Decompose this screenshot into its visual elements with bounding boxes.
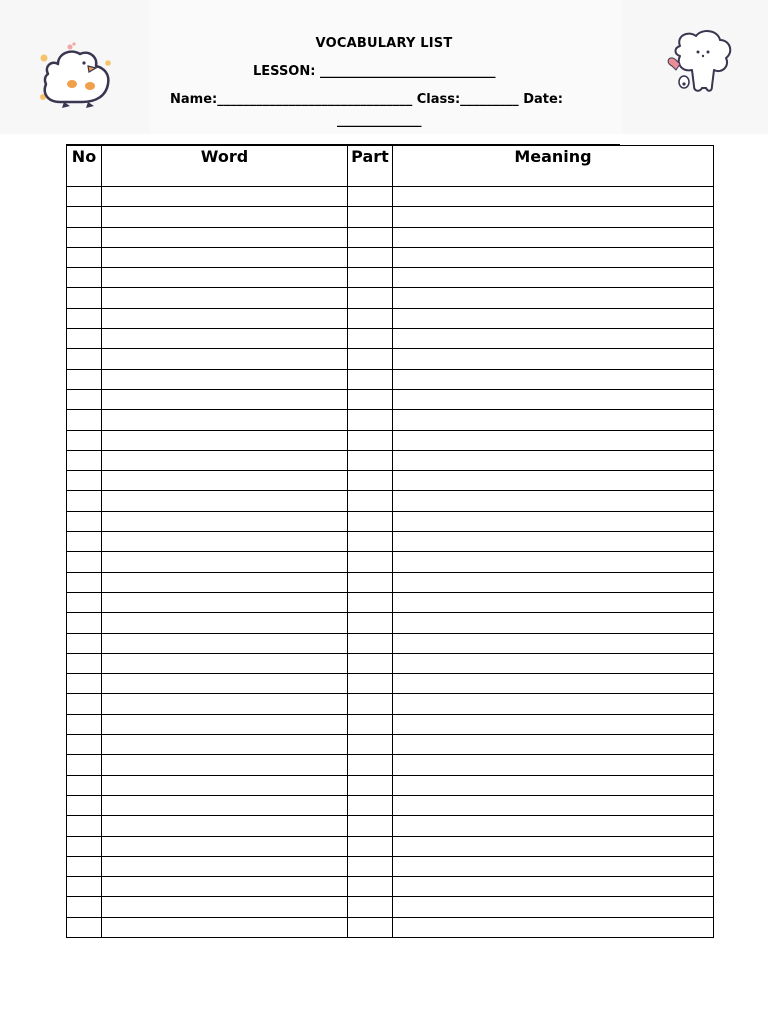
cell-meaning[interactable] — [393, 674, 714, 694]
cell-part[interactable] — [348, 694, 393, 714]
cell-part[interactable] — [348, 532, 393, 552]
cell-word[interactable] — [102, 207, 348, 227]
cell-part[interactable] — [348, 755, 393, 775]
cell-part[interactable] — [348, 247, 393, 267]
cell-part[interactable] — [348, 369, 393, 389]
cell-no[interactable] — [67, 735, 102, 755]
table-row — [67, 329, 714, 349]
cell-word[interactable] — [102, 674, 348, 694]
cell-part[interactable] — [348, 471, 393, 491]
cell-word[interactable] — [102, 592, 348, 612]
cell-no[interactable] — [67, 349, 102, 369]
cell-meaning[interactable] — [393, 877, 714, 897]
cell-no[interactable] — [67, 755, 102, 775]
table-row — [67, 410, 714, 430]
cell-no[interactable] — [67, 674, 102, 694]
table-row — [67, 877, 714, 897]
table-row — [67, 349, 714, 369]
table-row — [67, 755, 714, 775]
duck-sticker-icon — [0, 0, 150, 134]
cell-word[interactable] — [102, 816, 348, 836]
table-row — [67, 532, 714, 552]
table-row — [67, 836, 714, 856]
cell-meaning[interactable] — [393, 836, 714, 856]
cell-no[interactable] — [67, 714, 102, 734]
cell-no[interactable] — [67, 897, 102, 917]
cell-part[interactable] — [348, 592, 393, 612]
cell-meaning[interactable] — [393, 369, 714, 389]
cell-word[interactable] — [102, 471, 348, 491]
cell-meaning[interactable] — [393, 207, 714, 227]
cell-word[interactable] — [102, 633, 348, 653]
table-row — [67, 633, 714, 653]
table-row — [67, 207, 714, 227]
cell-word[interactable] — [102, 775, 348, 795]
cell-meaning[interactable] — [393, 633, 714, 653]
table-row — [67, 816, 714, 836]
table-row — [67, 491, 714, 511]
cell-meaning[interactable] — [393, 329, 714, 349]
cell-meaning[interactable] — [393, 288, 714, 308]
table-row — [67, 288, 714, 308]
cell-word[interactable] — [102, 450, 348, 470]
cell-no[interactable] — [67, 268, 102, 288]
cell-no[interactable] — [67, 694, 102, 714]
cell-part[interactable] — [348, 735, 393, 755]
cell-word[interactable] — [102, 532, 348, 552]
table-row — [67, 430, 714, 450]
cell-meaning[interactable] — [393, 552, 714, 572]
duck-sticker — [0, 0, 150, 134]
name-class-date-field[interactable]: Name:______________________________ Class:_________ Date: — [170, 92, 564, 107]
cell-meaning[interactable] — [393, 613, 714, 633]
cell-no[interactable] — [67, 491, 102, 511]
worksheet-title: VOCABULARY LIST — [315, 36, 453, 51]
table-row — [67, 227, 714, 247]
cell-meaning[interactable] — [393, 389, 714, 409]
cell-word[interactable] — [102, 308, 348, 328]
cell-meaning[interactable] — [393, 592, 714, 612]
cell-meaning[interactable] — [393, 511, 714, 531]
cell-no[interactable] — [67, 917, 102, 937]
cell-no[interactable] — [67, 856, 102, 876]
table-row — [67, 450, 714, 470]
cell-meaning[interactable] — [393, 532, 714, 552]
table-row — [67, 856, 714, 876]
table-row — [67, 552, 714, 572]
cell-part[interactable] — [348, 329, 393, 349]
cell-part[interactable] — [348, 389, 393, 409]
cell-word[interactable] — [102, 491, 348, 511]
table-row — [67, 694, 714, 714]
cell-meaning[interactable] — [393, 917, 714, 937]
cell-word[interactable] — [102, 410, 348, 430]
cell-part[interactable] — [348, 187, 393, 207]
table-row — [67, 572, 714, 592]
cell-meaning[interactable] — [393, 714, 714, 734]
cell-word[interactable] — [102, 288, 348, 308]
cell-word[interactable] — [102, 897, 348, 917]
puppy-sticker — [622, 0, 768, 134]
cell-meaning[interactable] — [393, 430, 714, 450]
cell-no[interactable] — [67, 288, 102, 308]
cell-no[interactable] — [67, 592, 102, 612]
cell-no[interactable] — [67, 532, 102, 552]
cell-meaning[interactable] — [393, 247, 714, 267]
cell-no[interactable] — [67, 187, 102, 207]
cell-no[interactable] — [67, 389, 102, 409]
cell-word[interactable] — [102, 694, 348, 714]
cell-no[interactable] — [67, 430, 102, 450]
cell-no[interactable] — [67, 308, 102, 328]
cell-part[interactable] — [348, 714, 393, 734]
cell-part[interactable] — [348, 917, 393, 937]
table-row — [67, 592, 714, 612]
cell-part[interactable] — [348, 207, 393, 227]
cell-part[interactable] — [348, 897, 393, 917]
cell-word[interactable] — [102, 735, 348, 755]
cell-part[interactable] — [348, 410, 393, 430]
date-field-blank[interactable]: _____________ — [337, 113, 422, 128]
cell-part[interactable] — [348, 816, 393, 836]
table-header-row — [67, 146, 714, 187]
cell-word[interactable] — [102, 349, 348, 369]
table-row — [67, 653, 714, 673]
cell-word[interactable] — [102, 613, 348, 633]
table-row — [67, 795, 714, 815]
cell-meaning[interactable] — [393, 816, 714, 836]
cell-no[interactable] — [67, 633, 102, 653]
cell-no[interactable] — [67, 511, 102, 531]
cell-part[interactable] — [348, 511, 393, 531]
cell-part[interactable] — [348, 775, 393, 795]
table-row — [67, 268, 714, 288]
cell-meaning[interactable] — [393, 471, 714, 491]
puppy-sticker-icon — [622, 0, 768, 134]
cell-no[interactable] — [67, 369, 102, 389]
cell-meaning[interactable] — [393, 308, 714, 328]
cell-meaning[interactable] — [393, 694, 714, 714]
cell-part[interactable] — [348, 856, 393, 876]
cell-part[interactable] — [348, 491, 393, 511]
cell-no[interactable] — [67, 836, 102, 856]
table-row — [67, 511, 714, 531]
cell-part[interactable] — [348, 450, 393, 470]
cell-word[interactable] — [102, 653, 348, 673]
cell-meaning[interactable] — [393, 897, 714, 917]
cell-no[interactable] — [67, 207, 102, 227]
cell-word[interactable] — [102, 369, 348, 389]
cell-part[interactable] — [348, 227, 393, 247]
column-header-word: Word — [102, 146, 348, 187]
cell-meaning[interactable] — [393, 653, 714, 673]
table-row — [67, 247, 714, 267]
cell-meaning[interactable] — [393, 755, 714, 775]
cell-word[interactable] — [102, 552, 348, 572]
cell-no[interactable] — [67, 410, 102, 430]
cell-part[interactable] — [348, 613, 393, 633]
cell-meaning[interactable] — [393, 187, 714, 207]
table-row — [67, 369, 714, 389]
cell-word[interactable] — [102, 329, 348, 349]
cell-part[interactable] — [348, 308, 393, 328]
cell-meaning[interactable] — [393, 410, 714, 430]
cell-word[interactable] — [102, 430, 348, 450]
cell-no[interactable] — [67, 227, 102, 247]
cell-part[interactable] — [348, 552, 393, 572]
cell-part[interactable] — [348, 268, 393, 288]
cell-meaning[interactable] — [393, 450, 714, 470]
cell-part[interactable] — [348, 795, 393, 815]
table-row — [67, 735, 714, 755]
vocabulary-table-body — [67, 187, 714, 938]
cell-word[interactable] — [102, 714, 348, 734]
cell-word[interactable] — [102, 389, 348, 409]
cell-meaning[interactable] — [393, 349, 714, 369]
cell-word[interactable] — [102, 795, 348, 815]
cell-part[interactable] — [348, 288, 393, 308]
cell-no[interactable] — [67, 816, 102, 836]
cell-part[interactable] — [348, 633, 393, 653]
cell-part[interactable] — [348, 653, 393, 673]
column-header-no: No — [67, 146, 102, 187]
cell-part[interactable] — [348, 349, 393, 369]
cell-word[interactable] — [102, 755, 348, 775]
table-row — [67, 917, 714, 937]
cell-no[interactable] — [67, 552, 102, 572]
table-row — [67, 613, 714, 633]
cell-meaning[interactable] — [393, 227, 714, 247]
cell-word[interactable] — [102, 247, 348, 267]
cell-no[interactable] — [67, 450, 102, 470]
cell-no[interactable] — [67, 471, 102, 491]
table-row — [67, 187, 714, 207]
cell-no[interactable] — [67, 877, 102, 897]
table-row — [67, 897, 714, 917]
cell-meaning[interactable] — [393, 268, 714, 288]
cell-part[interactable] — [348, 430, 393, 450]
cell-word[interactable] — [102, 227, 348, 247]
cell-part[interactable] — [348, 877, 393, 897]
column-header-meaning: Meaning — [393, 146, 714, 187]
table-row — [67, 674, 714, 694]
cell-no[interactable] — [67, 572, 102, 592]
table-row — [67, 714, 714, 734]
cell-part[interactable] — [348, 572, 393, 592]
cell-word[interactable] — [102, 187, 348, 207]
cell-meaning[interactable] — [393, 735, 714, 755]
cell-meaning[interactable] — [393, 775, 714, 795]
cell-word[interactable] — [102, 268, 348, 288]
cell-word[interactable] — [102, 511, 348, 531]
cell-meaning[interactable] — [393, 795, 714, 815]
cell-meaning[interactable] — [393, 856, 714, 876]
cell-no[interactable] — [67, 795, 102, 815]
cell-meaning[interactable] — [393, 572, 714, 592]
cell-word[interactable] — [102, 856, 348, 876]
table-row — [67, 308, 714, 328]
column-header-part: Part — [348, 146, 393, 187]
cell-no[interactable] — [67, 613, 102, 633]
table-row — [67, 471, 714, 491]
cell-word[interactable] — [102, 877, 348, 897]
cell-no[interactable] — [67, 653, 102, 673]
vocabulary-table — [66, 145, 714, 938]
cell-meaning[interactable] — [393, 491, 714, 511]
cell-no[interactable] — [67, 775, 102, 795]
cell-word[interactable] — [102, 917, 348, 937]
cell-no[interactable] — [67, 247, 102, 267]
cell-part[interactable] — [348, 836, 393, 856]
table-row — [67, 775, 714, 795]
cell-part[interactable] — [348, 674, 393, 694]
cell-word[interactable] — [102, 836, 348, 856]
table-row — [67, 389, 714, 409]
lesson-field[interactable]: LESSON: ___________________________ — [253, 64, 496, 79]
cell-word[interactable] — [102, 572, 348, 592]
cell-no[interactable] — [67, 329, 102, 349]
